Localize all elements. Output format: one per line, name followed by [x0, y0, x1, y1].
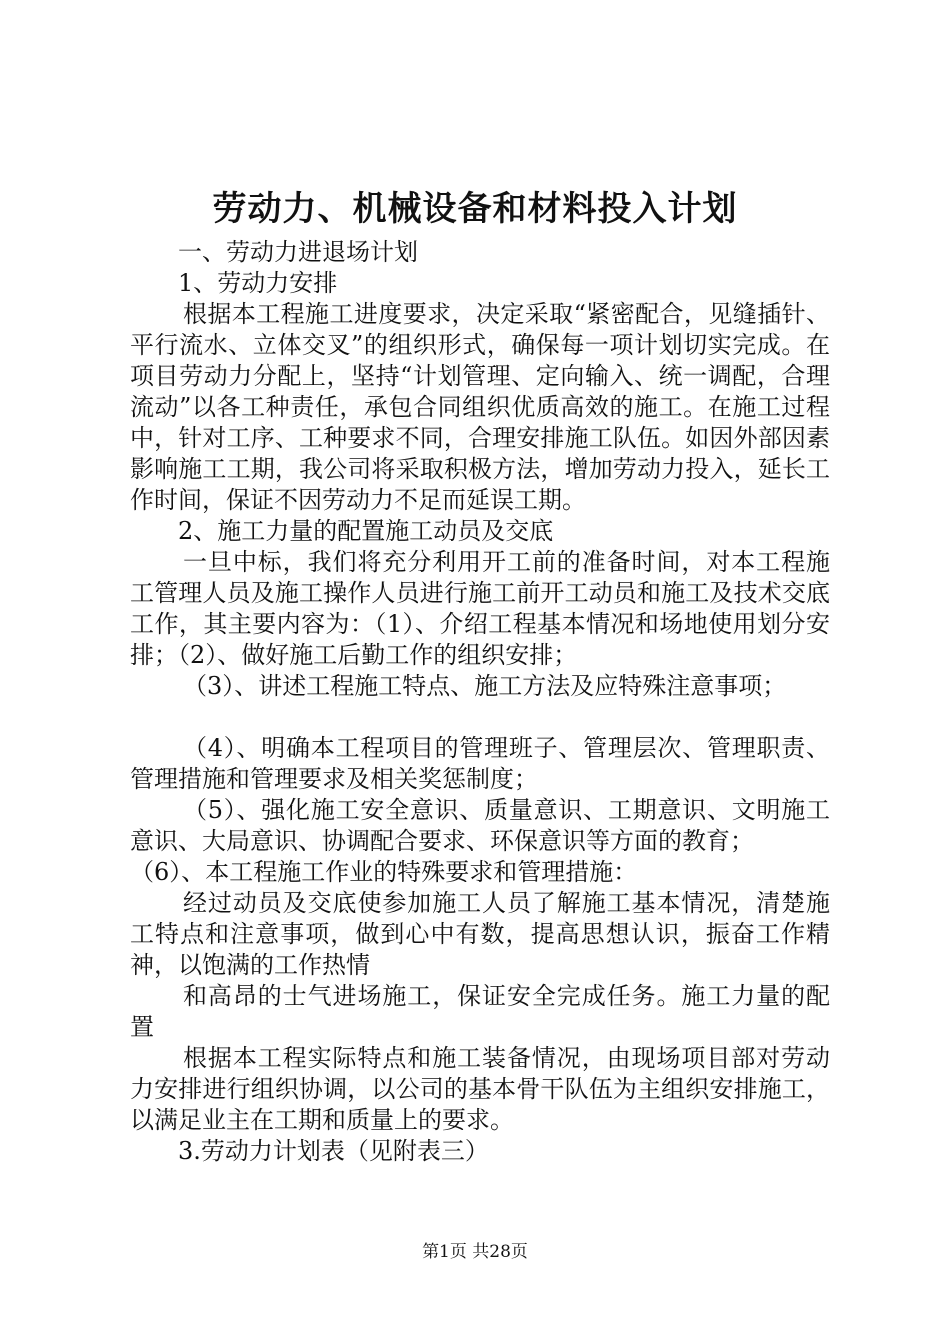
section-heading: 一、劳动力进退场计划 [178, 238, 418, 266]
paragraph: 一旦中标，我们将充分利用开工前的准备时间，对本工程施工管理人员及施工操作人员进行施工前开工动员和施工及技术交底工作，其主要内容为：（1）、介绍工程基本情况和场地使用划分安排；（2）、做好施工后勤工作的组织安排； [130, 548, 830, 669]
document-body [130, 237, 830, 1167]
paragraph: 根据本工程实际特点和施工装备情况，由现场项目部对劳动力安排进行组织协调，以公司的基本骨干队伍为主组织安排施工，以满足业主在工期和质量上的要求。 [130, 1044, 830, 1134]
document-title: 劳动力、机械设备和材料投入计划 [212, 189, 738, 229]
list-item: （6）、本工程施工作业的特殊要求和管理措施： [130, 858, 638, 886]
list-item: （5）、强化施工安全意识、质量意识、工期意识、文明施工意识、大局意识、协调配合要求、环保意识等方面的教育； [130, 796, 830, 855]
list-item: （3）、讲述工程施工特点、施工方法及应特殊注意事项； [183, 672, 787, 700]
blank-line [130, 702, 830, 733]
paragraph: 和高昂的士气进场施工，保证安全完成任务。施工力量的配置 [130, 982, 830, 1041]
paragraph: 根据本工程施工进度要求，决定采取“紧密配合，见缝插针、平行流水、立体交叉”的组织形式，确保每一项计划切实完成。在项目劳动力分配上，坚持“计划管理、定向输入、统一调配，合理流动”以各工种责任，承包合同组织优质高效的施工。在施工过程中，针对工序、工种要求不同，合理安排施工队伍。如因外部因素影响施工工期，我公司将采取积极方法，增加劳动力投入，延长工作时间，保证不因劳动力不足而延误工期。 [130, 300, 830, 514]
subsection-heading: 3.劳动力计划表（见附表三） [178, 1137, 489, 1165]
paragraph: 经过动员及交底使参加施工人员了解施工基本情况，清楚施工特点和注意事项，做到心中有数，提高思想认识，振奋工作精神，以饱满的工作热情 [130, 889, 830, 979]
subsection-heading: 2、施工力量的配置施工动员及交底 [178, 517, 554, 545]
page-footer: 第1页 共28页 [422, 1242, 528, 1262]
subsection-heading: 1、劳动力安排 [178, 269, 338, 297]
list-item: （4）、明确本工程项目的管理班子、管理层次、管理职责、管理措施和管理要求及相关奖惩制度； [130, 734, 830, 793]
